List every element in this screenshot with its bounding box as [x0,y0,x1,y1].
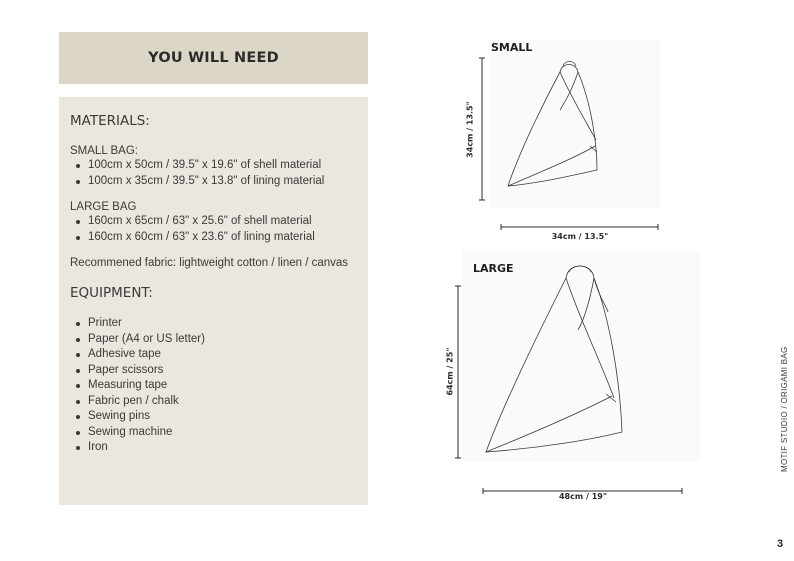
page-number: 3 [777,538,784,550]
large-bag-heading: LARGE BAG [70,201,137,213]
list-item: Adhesive tape [88,347,360,363]
footer-side-text: MOTIF STUDIO / ORIGAMI BAG [780,346,789,472]
small-bag-heading: SMALL BAG: [70,145,138,157]
materials-heading: MATERIALS: [70,113,150,129]
list-item: 100cm x 35cm / 39.5" x 13.8" of lining material [88,174,360,190]
list-item: 100cm x 50cm / 39.5" x 19.6" of shell material [88,158,360,174]
list-item: 160cm x 60cm / 63" x 23.6" of lining material [88,230,360,246]
small-bag-title: SMALL [491,41,533,54]
list-item: Paper (A4 or US letter) [88,332,360,348]
list-item: Iron [88,440,360,456]
large-bag-title: LARGE [473,262,514,275]
large-width-label: 48cm / 19" [558,492,607,501]
equipment-heading: EQUIPMENT: [70,285,153,301]
list-item: Measuring tape [88,378,360,394]
large-height-dimension [455,286,461,458]
page-title: YOU WILL NEED [148,50,279,66]
small-height-label: 34cm / 13.5" [465,101,475,158]
list-item: Paper scissors [88,363,360,379]
recommended-fabric: Recommened fabric: lightweight cotton / linen / canvas [70,257,349,269]
small-width-dimension [501,224,658,230]
list-item: Sewing pins [88,409,360,425]
small-height-dimension [479,58,485,200]
small-width-label: 34cm / 13.5" [551,232,609,241]
list-item: Fabric pen / chalk [88,394,360,410]
list-item: Printer [88,316,360,332]
large-height-label: 64cm / 25" [445,347,455,396]
list-item: 160cm x 65cm / 63" x 25.6" of shell material [88,214,360,230]
list-item: Sewing machine [88,425,360,441]
large-diagram-bg [462,252,700,462]
